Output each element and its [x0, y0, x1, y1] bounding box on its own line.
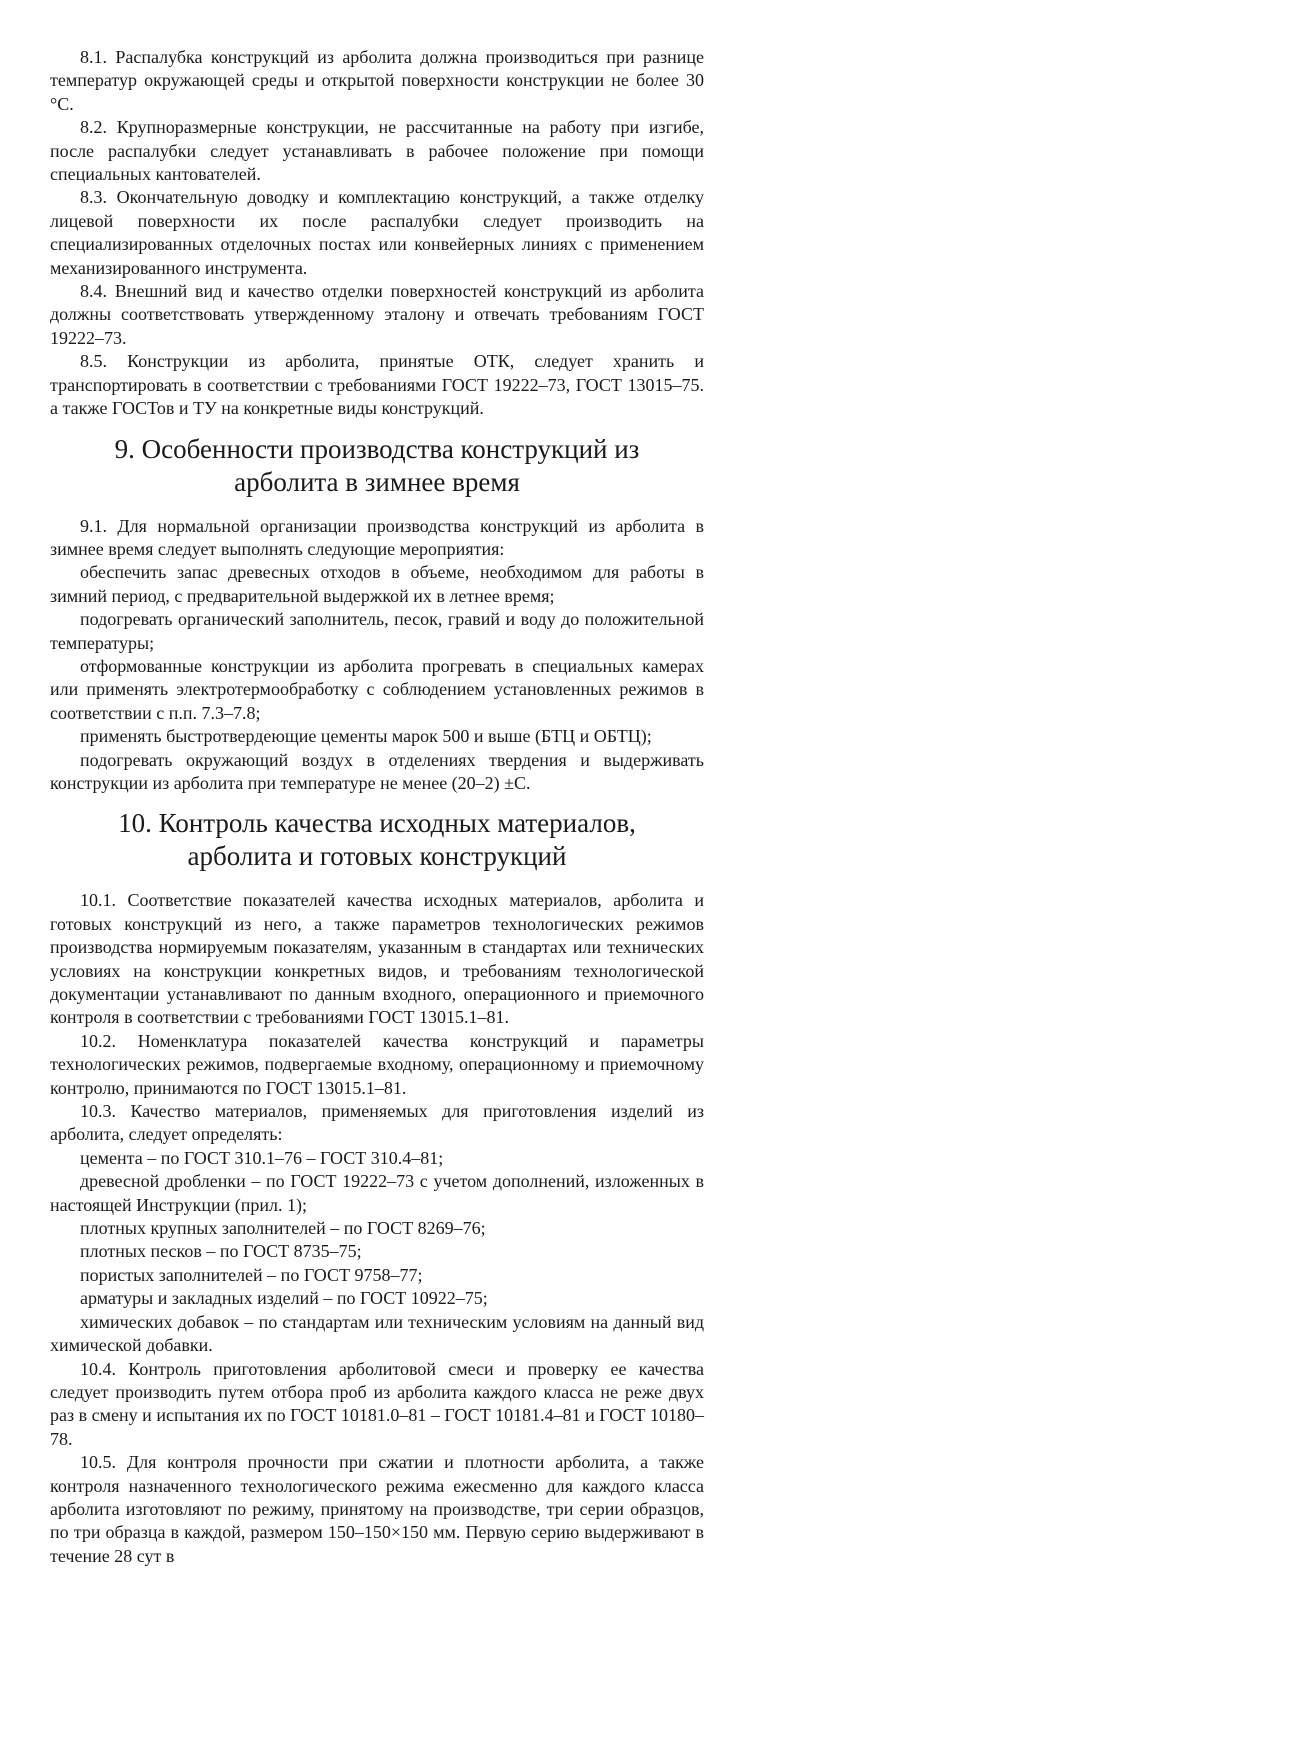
list-item: химических добавок – по стандартам или техническим условиям на данный вид химической добавки.	[50, 1311, 704, 1356]
section-10-heading-line-1: 10. Контроль качества исходных материалов,	[118, 808, 636, 839]
paragraph-8-4: 8.4. Внешний вид и качество отделки поверхностей конструкций из арболита должны соответствовать утвержденному эталону и отвечать требованиям ГОСТ 19222–73.	[50, 281, 704, 348]
section-10	[50, 807, 704, 1568]
section-9	[50, 433, 704, 796]
paragraph-8-3: 8.3. Окончательную доводку и комплектацию конструкций, а также отделку лицевой поверхности их после распалубки следует производить на специализированных отделочных постах или конвейерных линиях с применением механизированного инструмента.	[50, 187, 704, 278]
section-9-heading	[50, 433, 704, 499]
list-item: подогревать окружающий воздух в отделениях твердения и выдерживать конструкции из арболита при температуре не менее (20–2) ±С.	[50, 749, 704, 793]
list-item: древесной дробленки – по ГОСТ 19222–73 с учетом дополнений, изложенных в настоящей Инструкции (прил. 1);	[50, 1171, 704, 1215]
paragraph-10-2: 10.2. Номенклатура показателей качества конструкций и параметры технологических режимов, подвергаемые входному, операционному и приемочному контролю, принимаются по ГОСТ 13015.1–81.	[50, 1030, 704, 1098]
section-10-heading	[50, 807, 704, 873]
paragraph-10-4: 10.4. Контроль приготовления арболитовой смеси и проверку ее качества следует производить путем отбора проб из арболита каждого класса не реже двух раз в смену и испытания их по ГОСТ 10181.0–81 – ГОСТ 10181.4–81 и ГОСТ 10180–78.	[50, 1358, 704, 1449]
paragraph-9-1: 9.1. Для нормальной организации производства конструкций из арболита в зимнее время следует выполнять следующие мероприятия:	[50, 515, 704, 559]
list-item: подогревать органический заполнитель, песок, гравий и воду до положительной температуры;	[50, 609, 704, 653]
list-item: плотных крупных заполнителей – по ГОСТ 8269–76;	[80, 1218, 486, 1239]
list-item: цемента – по ГОСТ 310.1–76 – ГОСТ 310.4–81;	[80, 1147, 444, 1168]
list-item: арматуры и закладных изделий – по ГОСТ 10922–75;	[80, 1288, 488, 1309]
paragraph-10-1: 10.1. Соответствие показателей качества исходных материалов, арболита и готовых конструкций из него, а также параметров технологических режимов производства нормируемым показателям, указанным в стандартах или технических условиях на конструкции конкретных видов, и требованиям технологической документации устанавливают по данным входного, операционного и приемочного контроля в соответствии с требованиями ГОСТ 13015.1–81.	[50, 890, 704, 1028]
document-page	[50, 46, 704, 1568]
paragraph-10-3: 10.3. Качество материалов, применяемых для приготовления изделий из арболита, следует определять:	[50, 1101, 704, 1145]
section-10-heading-line-2: арболита и готовых конструкций	[187, 841, 567, 872]
list-item: отформованные конструкции из арболита прогревать в специальных камерах или применять электротермообработку с соблюдением установленных режимов в соответствии с п.п. 7.3–7.8;	[50, 655, 704, 723]
paragraph-8-1: 8.1. Распалубка конструкций из арболита должна производиться при разнице температур окружающей среды и открытой поверхности конструкции не более 30 °С.	[50, 47, 704, 114]
list-item: применять быстротвердеющие цементы марок 500 и выше (БТЦ и ОБТЦ);	[80, 726, 652, 747]
section-8	[50, 46, 704, 421]
section-9-heading-line-2: арболита в зимнее время	[234, 466, 520, 497]
list-item: плотных песков – по ГОСТ 8735–75;	[80, 1241, 362, 1262]
paragraph-8-5: 8.5. Конструкции из арболита, принятые ОТК, следует хранить и транспортировать в соответствии с требованиями ГОСТ 19222–73, ГОСТ 13015–75. а также ГОСТов и ТУ на конкретные виды конструкций.	[50, 351, 704, 419]
paragraph-10-5: 10.5. Для контроля прочности при сжатии и плотности арболита, а также контроля назначенного технологического режима ежесменно для каждого класса арболита изготовляют по режиму, принятому на производстве, три серии образцов, по три образца в каждой, размером 150–150×150 мм. Первую серию выдерживают в течение 28 сут в	[50, 1452, 704, 1566]
paragraph-8-2: 8.2. Крупноразмерные конструкции, не рассчитанные на работу при изгибе, после распалубки следует устанавливать в рабочее положение при помощи специальных кантователей.	[50, 117, 704, 185]
list-item: пористых заполнителей – по ГОСТ 9758–77;	[80, 1264, 423, 1285]
section-9-heading-line-1: 9. Особенности производства конструкций из	[114, 433, 640, 464]
list-item: обеспечить запас древесных отходов в объеме, необходимом для работы в зимний период, с предварительной выдержкой их в летнее время;	[50, 562, 704, 606]
